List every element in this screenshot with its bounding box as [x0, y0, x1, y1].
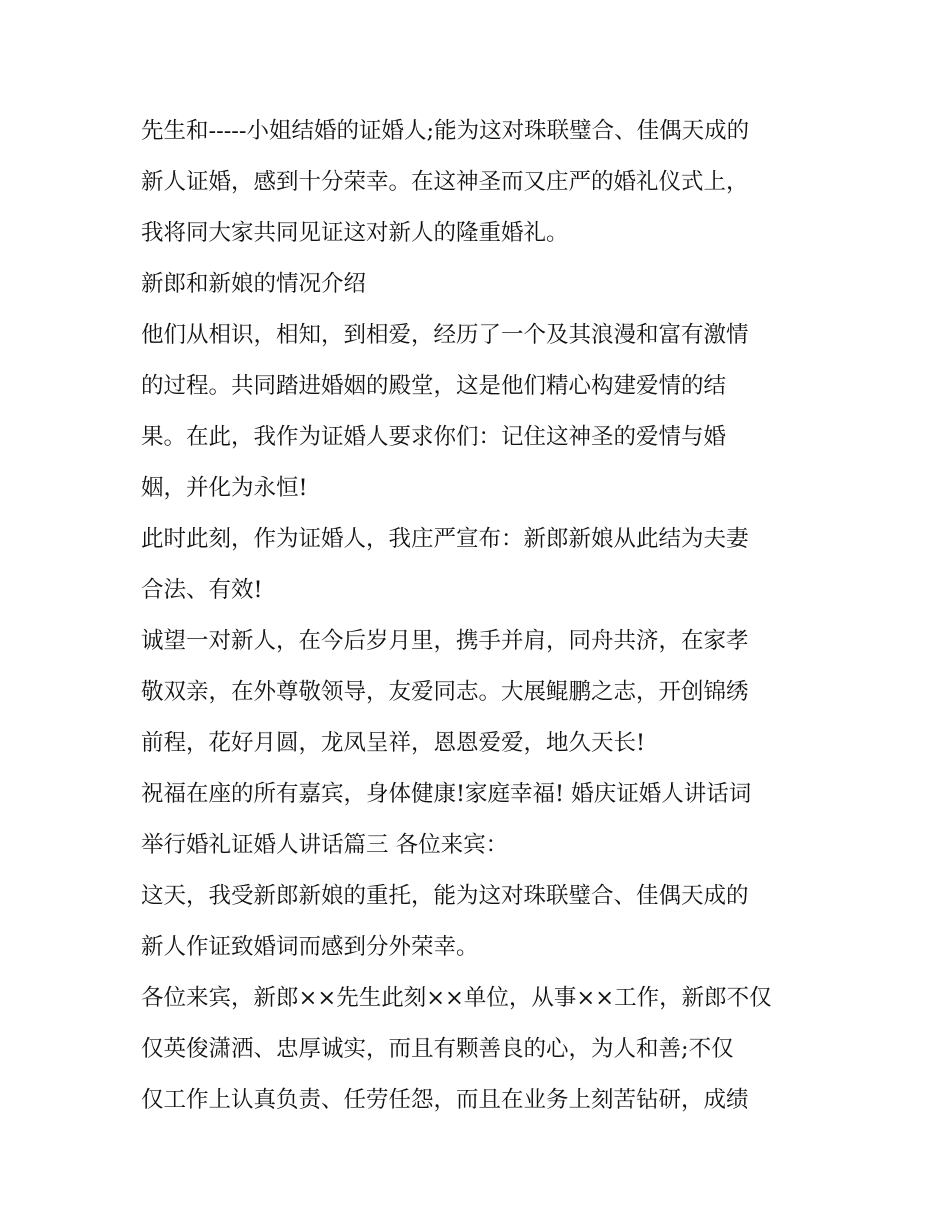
text-line: 新人证婚，感到十分荣幸。在这神圣而又庄严的婚礼仪式上，: [141, 169, 749, 195]
text-line: 仅工作上认真负责、任劳任怨，而且在业务上刻苦钻研，成绩: [141, 1087, 749, 1113]
text-line: 诚望一对新人，在今后岁月里，携手并肩，同舟共济，在家孝: [141, 628, 749, 654]
document-body: [141, 106, 821, 1126]
text-line: 姻，并化为永恒!: [141, 475, 308, 501]
text-line: 敬双亲，在外尊敬领导，友爱同志。大展鲲鹏之志，开创锦绣: [141, 679, 749, 705]
text-line: 的过程。共同踏进婚姻的殿堂，这是他们精心构建爱情的结: [141, 373, 727, 399]
text-line: 先生和-----小姐结婚的证婚人;能为这对珠联璧合、佳偶天成的: [141, 118, 750, 144]
section-heading: 新郎和新娘的情况介绍: [141, 271, 367, 297]
text-line: 果。在此，我作为证婚人要求你们：记住这神圣的爱情与婚: [141, 424, 727, 450]
text-line: 各位来宾，新郎××先生此刻××单位，从事××工作，新郎不仅: [141, 985, 772, 1011]
text-line: 仅英俊潇洒、忠厚诚实，而且有颗善良的心，为人和善;不仅: [141, 1036, 734, 1062]
text-line: 新人作证致婚词而感到分外荣幸。: [141, 934, 479, 960]
text-line: 此时此刻，作为证婚人，我庄严宣布：新郎新娘从此结为夫妻: [141, 526, 749, 552]
text-line: 我将同大家共同见证这对新人的隆重婚礼。: [141, 220, 569, 246]
text-line: 祝福在座的所有嘉宾，身体健康!家庭幸福! 婚庆证婚人讲话词: [141, 781, 752, 807]
text-line: 举行婚礼证婚人讲话篇三 各位来宾：: [141, 832, 509, 858]
text-line: 这天，我受新郎新娘的重托，能为这对珠联璧合、佳偶天成的: [141, 883, 749, 909]
text-line: 他们从相识，相知，到相爱，经历了一个及其浪漫和富有激情: [141, 322, 749, 348]
text-line: 前程，花好月圆，龙凤呈祥，恩恩爱爱，地久天长!: [141, 730, 646, 756]
text-line: 合法、有效!: [141, 577, 263, 603]
